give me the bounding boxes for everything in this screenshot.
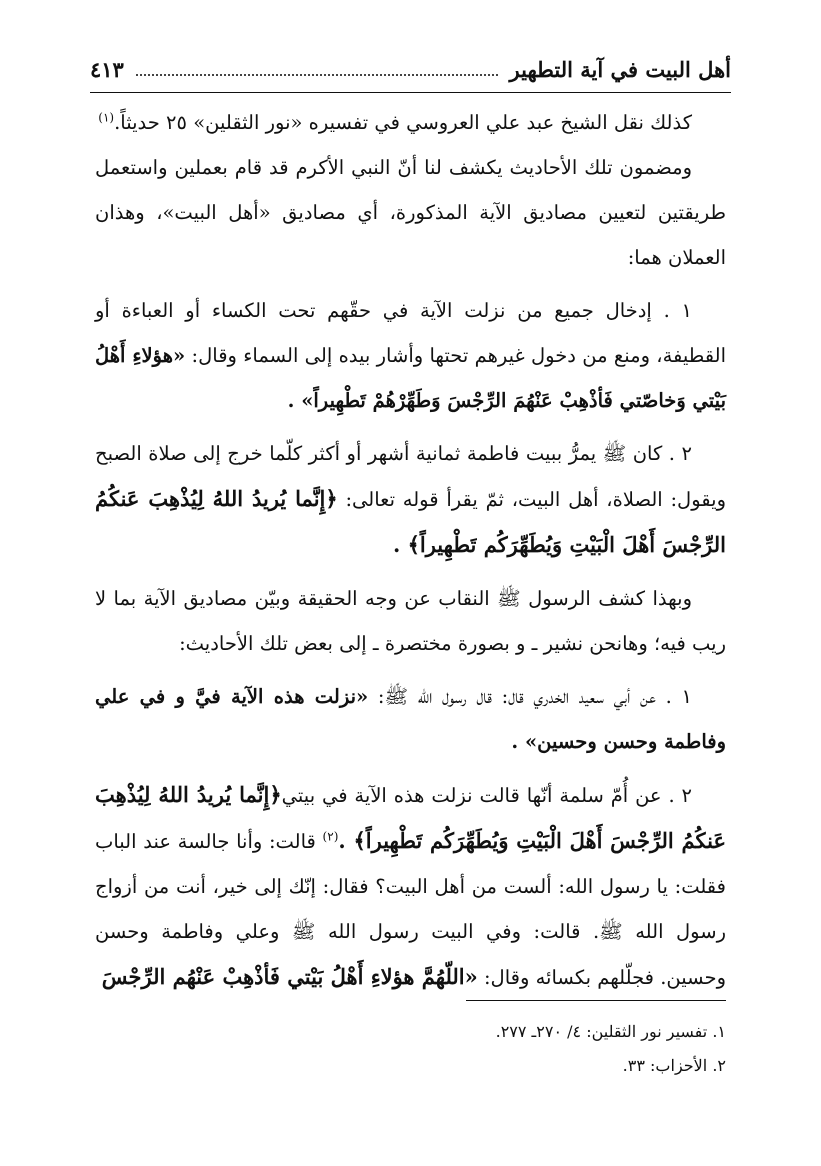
list-item-2: ٢ . كان ﷺ يمرُّ ببيت فاطمة ثمانية أشهر أو أكثر كلّما خرج إلى صلاة الصبح ويقول: الصلاة، أهل البيت، ثمّ يقرأ قوله تعالى: ﴿إِنَّما يُريدُ اللهُ لِيُذْهِبَ عَنكُمُ الرِّجْسَ أَهْلَ الْبَيْتِ وَيُطَهِّرَكُم تَطْهِيراً﴾ . bbox=[95, 442, 727, 557]
chapter-title: أهل البيت في آية التطهير bbox=[509, 56, 731, 82]
page-number: ٤١٣ bbox=[90, 56, 124, 82]
main-text bbox=[95, 100, 726, 1000]
paragraph-1: كذلك نقل الشيخ عبد علي العروسي في تفسيره «نور الثقلين» ٢٥ حديثاً.$^{(١)}$ bbox=[98, 110, 692, 134]
hadith-1: ١ . عن أبي سعيد الخدري قال: قال رسول الله ﷺ: «نزلت هذه الآية فيَّ و في علي وفاطمة وحسن وحسين» . bbox=[95, 685, 726, 753]
paragraph-2: ومضمون تلك الأحاديث يكشف لنا أنّ النبي الأكرم قد قام بعملين واستعمل طريقتين لتعيين مصاديق الآية المذكورة، أي مصاديق «أهل البيت»، وهذان العملان هما: bbox=[95, 156, 726, 269]
footnote-2: ٢. الأحزاب: ٣٣. bbox=[622, 1056, 726, 1075]
hadith-2: ٢ . عن أُمّ سلمة أنّها قالت نزلت هذه الآية في بيتي﴿إِنَّما يُريدُ اللهُ لِيُذْهِبَ عَنكُمُ الرِّجْسَ أَهْلَ الْبَيْتِ وَيُطَهِّرَكُم تَطْهِيراً﴾ .$^{(٢)}$ قالت: وأنا جالسة عند الباب فقلت: يا رسول الله: ألست من أهل البيت؟ فقال: إنّك إلى خير، أنت من أزواج رسول الله ﷺ. قالت: وفي البيت رسول الله ﷺ وعلي وفاطمة وحسن وحسين. فجلّلهم بكسائه وقال: «اللّهُمَّ هؤلاءِ أَهْلُ بَيْتي فَأذْهِبْ عَنْهُم الرِّجْسَ bbox=[95, 782, 726, 989]
footnote-rule bbox=[466, 1000, 726, 1001]
list-item-1: ١ . إدخال جميع من نزلت الآية في حقّهم تحت الكساء أو العباءة أو القطيفة، ومنع من دخول غيرهم تحتها وأشار بيده إلى السماء وقال: «هؤلاءِ أَهْلُ بَيْتي وَخاصّتي فَأذْهِبْ عَنْهُمَ الرِّجْسَ وَطَهِّرْهُمْ تَطْهِيراً» . bbox=[95, 299, 727, 412]
header-rule bbox=[90, 92, 731, 93]
footnotes bbox=[95, 1015, 726, 1083]
hadith-1-quote: «نزلت هذه الآية فيَّ و في علي وفاطمة وحسن وحسين» . bbox=[95, 685, 726, 753]
footnote-ref-1: (١) bbox=[98, 110, 115, 125]
running-header bbox=[90, 48, 731, 90]
footnote-1: ١. تفسير نور الثقلين: ٤/ ٢٧٠ـ ٢٧٧. bbox=[495, 1022, 726, 1041]
footnote-ref-2: (٢) bbox=[322, 829, 339, 844]
header-dot-leader bbox=[136, 74, 498, 76]
hadith-2-quote: «اللّهُمَّ هؤلاءِ أَهْلُ بَيْتي فَأذْهِبْ عَنْهُم الرِّجْسَ bbox=[101, 964, 478, 989]
quote-1: «هؤلاءِ أَهْلُ بَيْتي وَخاصّتي فَأذْهِبْ عَنْهُمَ الرِّجْسَ وَطَهِّرْهُمْ تَطْهِيراً» . bbox=[95, 344, 726, 412]
paragraph-3: وبهذا كشف الرسول ﷺ النقاب عن وجه الحقيقة وبيّن مصاديق الآية بما لا ريب فيه؛ وهانحن نشير ـ و بصورة مختصرة ـ إلى بعض تلك الأحاديث: bbox=[95, 587, 726, 655]
quran-verse-2: ﴿إِنَّما يُريدُ اللهُ لِيُذْهِبَ عَنكُمُ الرِّجْسَ أَهْلَ الْبَيْتِ وَيُطَهِّرَكُم تَطْهِيراً﴾ . bbox=[95, 782, 726, 853]
quran-verse-1: ﴿إِنَّما يُريدُ اللهُ لِيُذْهِبَ عَنكُمُ الرِّجْسَ أَهْلَ الْبَيْتِ وَيُطَهِّرَكُم تَطْهِيراً﴾ . bbox=[95, 486, 726, 557]
